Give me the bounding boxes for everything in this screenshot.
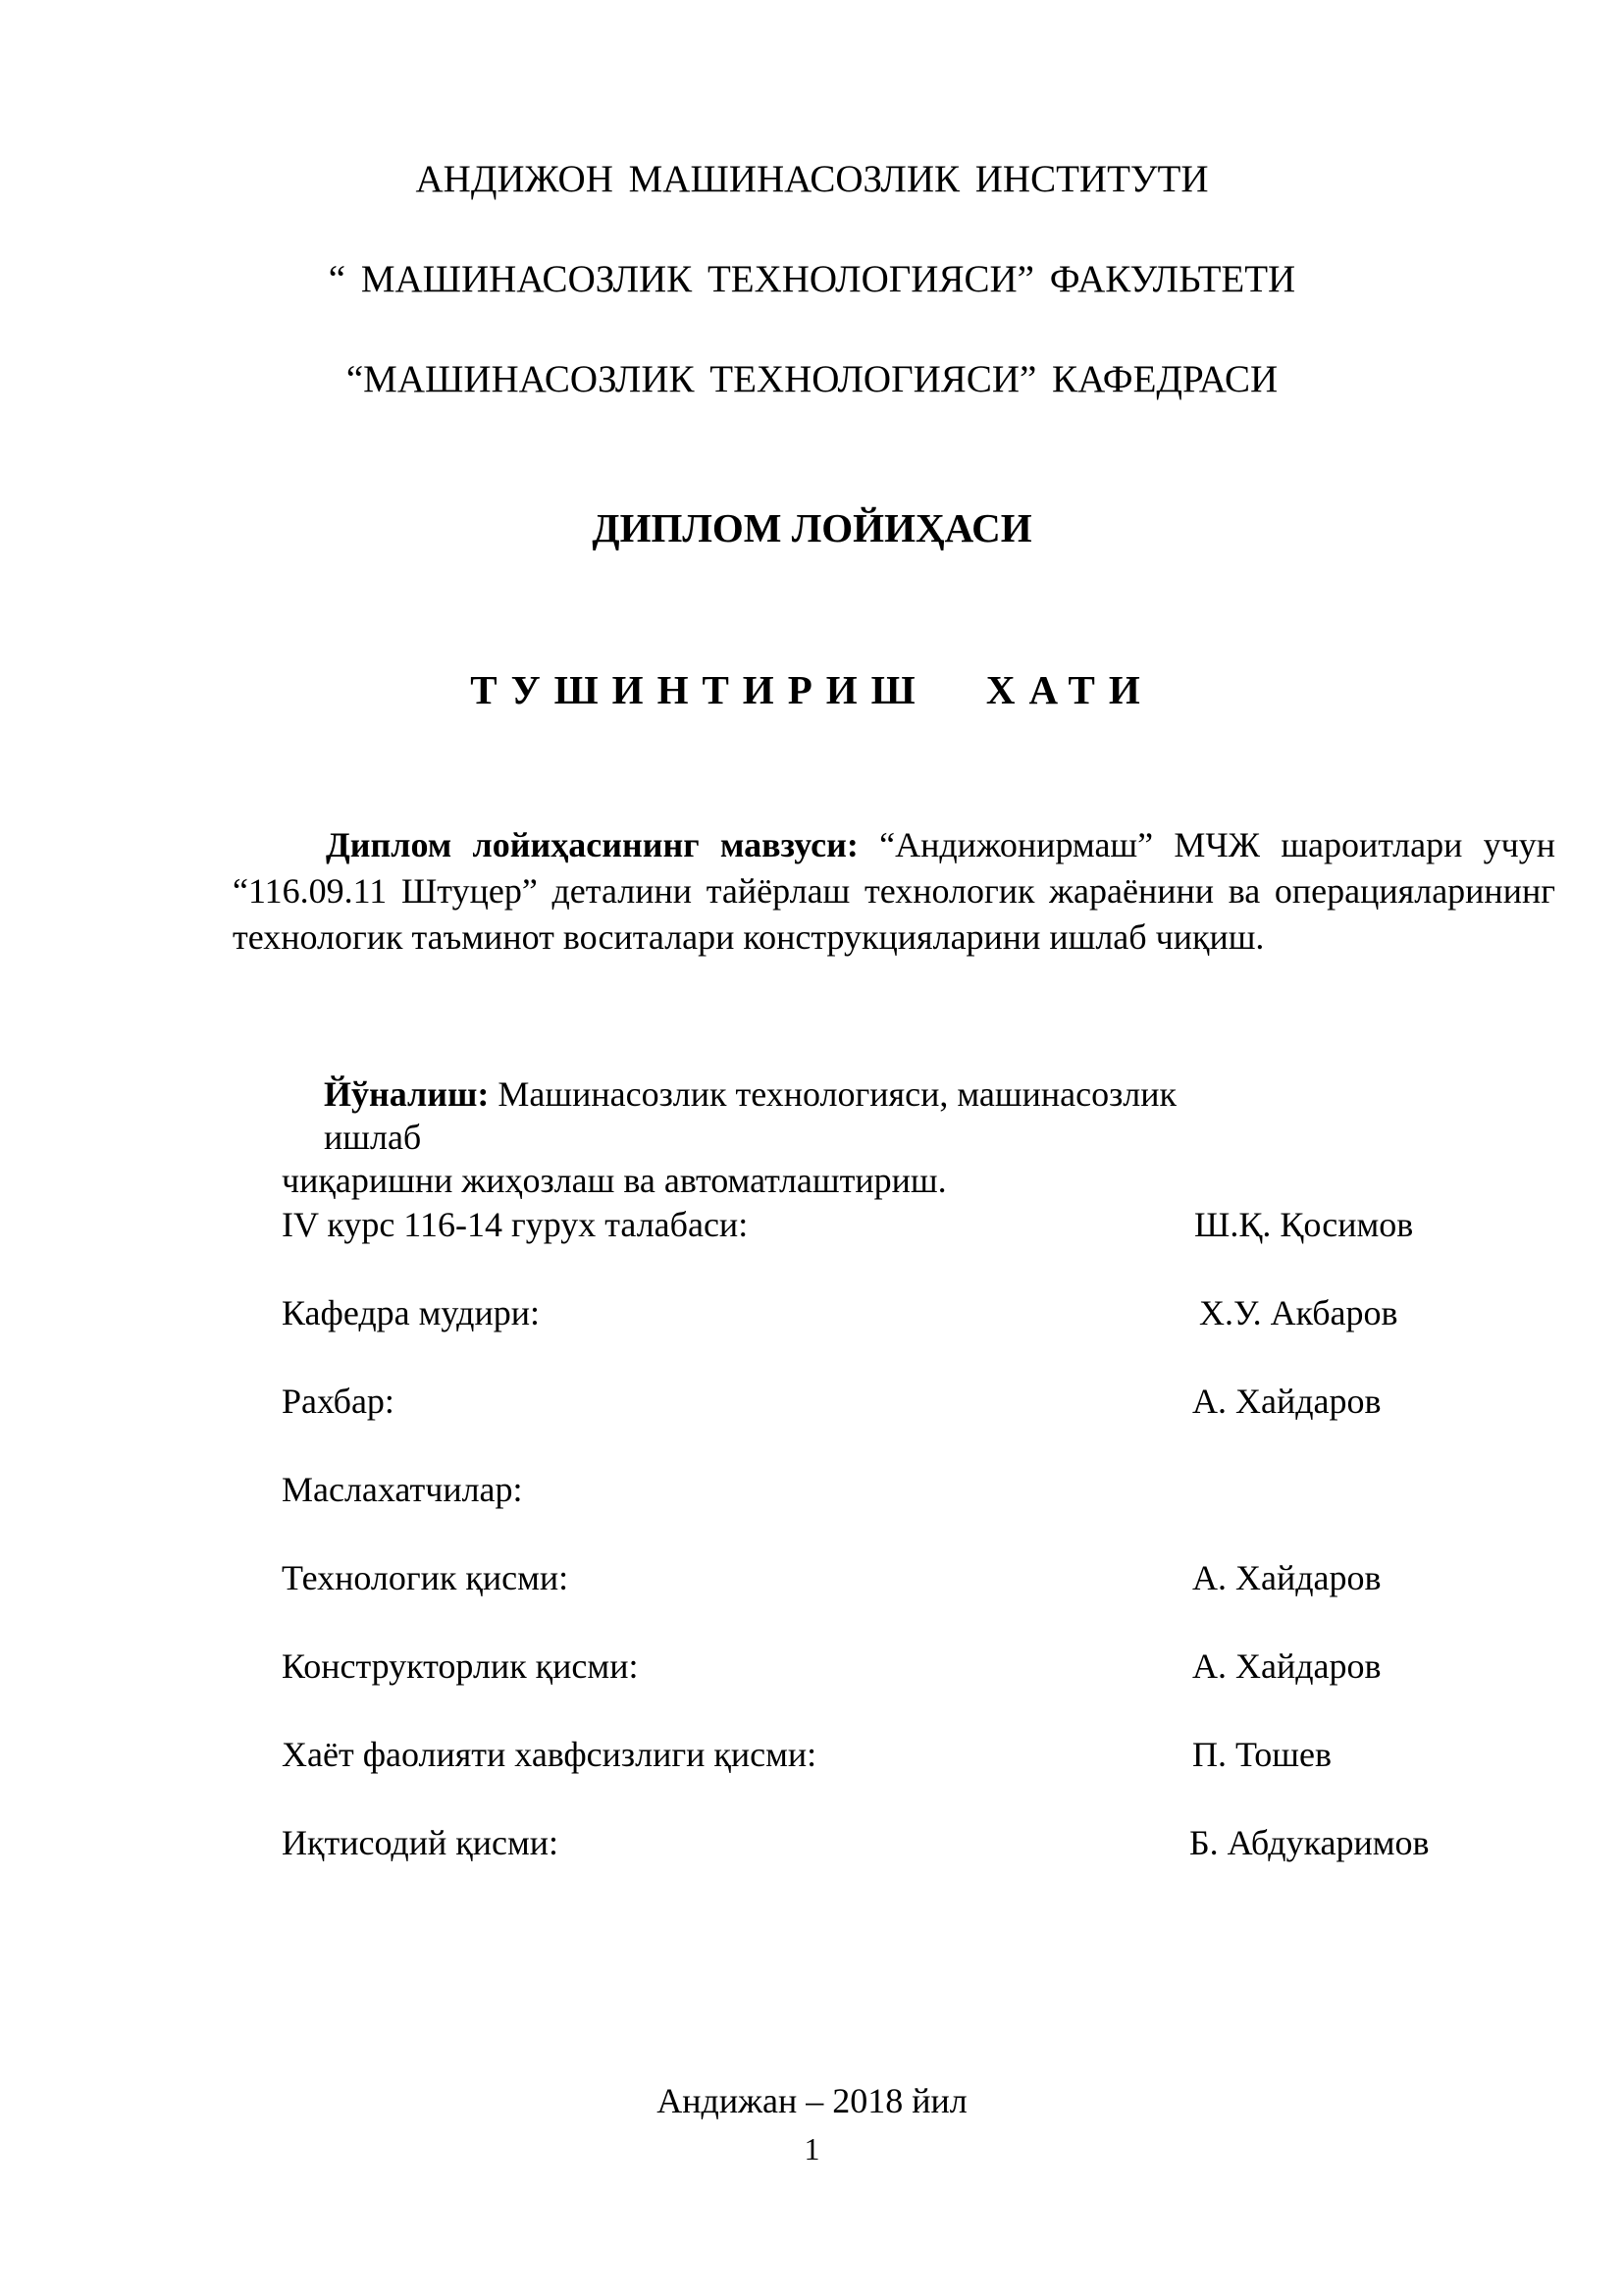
topic-paragraph (233, 822, 1555, 961)
signature-role: Конструкторлик қисми: (282, 1646, 639, 1686)
signature-row (282, 1467, 1567, 1512)
signature-row (282, 1820, 1567, 1865)
signature-role: Маслахатчилар: (282, 1470, 523, 1509)
signature-row (282, 1644, 1567, 1689)
document-title: ДИПЛОМ ЛОЙИҲАСИ (592, 505, 1032, 550)
faculty-heading: “ МАШИНАСОЗЛИК ТЕХНОЛОГИЯСИ” ФАКУЛЬТЕТИ (328, 258, 1296, 300)
signature-role: Хаёт фаолияти хавфсизлиги қисми: (282, 1735, 817, 1774)
signature-row (282, 1555, 1567, 1600)
signature-role: Рахбар: (282, 1382, 394, 1421)
topic-label: Диплом лойиҳасининг мавзуси: (326, 825, 859, 864)
direction-text-2: чиқаришни жиҳозлаш ва автоматлаштириш. (282, 1161, 947, 1200)
signature-name: П. Тошев (1192, 1735, 1332, 1774)
direction-paragraph (282, 1072, 1263, 1202)
signature-role: Технологик қисми: (282, 1558, 569, 1597)
document-subtitle: ТУШИНТИРИШ ХАТИ (470, 667, 1154, 712)
direction-label: Йўналиш: (324, 1074, 490, 1114)
footer-city-year: Андижан – 2018 йил (656, 2081, 968, 2120)
signature-name: Ш.Қ. Қосимов (1194, 1205, 1414, 1244)
signature-role: Кафедра мудири: (282, 1293, 541, 1332)
signature-role: Иқтисодий қисми: (282, 1823, 559, 1862)
signature-row (282, 1732, 1567, 1777)
signature-name: Х.У. Акбаров (1199, 1293, 1398, 1332)
signature-name: А. Хайдаров (1192, 1382, 1382, 1421)
signature-name: Б. Абдукаримов (1189, 1823, 1430, 1862)
direction-line-1 (282, 1072, 1263, 1159)
signature-row (282, 1290, 1567, 1335)
signature-name: А. Хайдаров (1192, 1646, 1382, 1686)
signature-row (282, 1202, 1567, 1247)
department-heading: “МАШИНАСОЗЛИК ТЕХНОЛОГИЯСИ” КАФЕДРАСИ (345, 358, 1279, 400)
signature-name: А. Хайдаров (1192, 1558, 1382, 1597)
page-number: 1 (804, 2131, 820, 2166)
institute-heading: АНДИЖОН МАШИНАСОЗЛИК ИНСТИТУТИ (415, 158, 1209, 200)
topic-text: “Андижонирмаш” МЧЖ шароитлари учун “116.09.11 Штуцер” деталини тайёрлаш технологик жараёнини ва операцияларининг технологик таъминот воситалари конструкцияларини ишлаб чиқиш. (233, 825, 1555, 957)
signature-row (282, 1379, 1567, 1424)
direction-text-1: Машинасозлик технологияси, машинасозлик ишлаб (324, 1074, 1178, 1157)
signature-role: IV курс 116-14 гурух талабаси: (282, 1205, 749, 1244)
